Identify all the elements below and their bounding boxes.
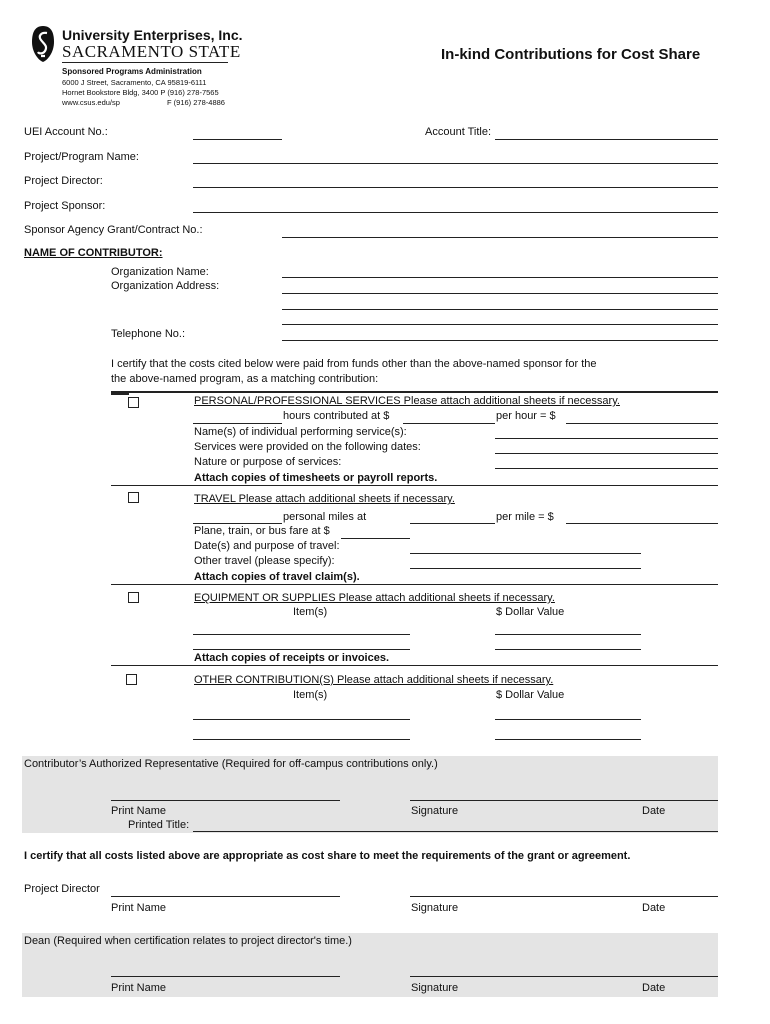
project-sponsor-label: Project Sponsor: [24, 200, 106, 212]
certify-line-1: I certify that the costs cited below were paid from funds other than the above-named sponsor for the [111, 358, 597, 370]
project-director-field[interactable] [193, 187, 718, 188]
website: www.csus.edu/sp [62, 98, 120, 107]
travel-checkbox[interactable] [128, 492, 139, 503]
personal-services-heading: PERSONAL/PROFESSIONAL SERVICES Please attach additional sheets if necessary. [194, 395, 620, 407]
fax: F (916) 278-4886 [167, 98, 225, 107]
travel-claim-note: Attach copies of travel claim(s). [194, 571, 360, 583]
uei-account-label: UEI Account No.: [24, 126, 108, 138]
names-label: Name(s) of individual performing service(s): [194, 426, 407, 438]
travel-dates-field[interactable] [410, 553, 641, 554]
director-print-name-field[interactable] [111, 896, 340, 897]
org-name-field[interactable] [282, 277, 718, 278]
dean-print-name-label: Print Name [111, 982, 167, 994]
other-dollar-label: $ Dollar Value [496, 689, 565, 701]
travel-total-field[interactable] [566, 523, 718, 524]
equipment-value-field-2[interactable] [495, 649, 641, 650]
section-divider [111, 391, 718, 393]
project-sponsor-field[interactable] [193, 212, 718, 213]
other-item-field-1[interactable] [193, 719, 410, 720]
org-address-label: Organization Address: [111, 280, 220, 292]
director-signature-label: Signature [411, 902, 459, 914]
per-mile-label: per mile = $ [496, 511, 554, 523]
service-dates-label: Services were provided on the following dates: [194, 441, 421, 453]
sac-state-logo-icon [28, 24, 58, 64]
nature-field[interactable] [495, 468, 718, 469]
section-divider [111, 485, 718, 486]
nature-label: Nature or purpose of services: [194, 456, 342, 468]
telephone-field[interactable] [282, 340, 718, 341]
director-print-name-label: Print Name [111, 902, 167, 914]
other-value-field-2[interactable] [495, 739, 641, 740]
divider-tick [111, 393, 129, 395]
travel-heading: TRAVEL Please attach additional sheets if necessary. [194, 493, 455, 505]
telephone-label: Telephone No.: [111, 328, 185, 340]
org-name-label: Organization Name: [111, 266, 209, 278]
section-divider [111, 665, 718, 666]
dean-signature-field[interactable] [410, 976, 718, 977]
per-hour-label: per hour = $ [496, 410, 556, 422]
project-director-label: Project Director: [24, 175, 103, 187]
other-travel-label: Other travel (please specify): [194, 555, 335, 567]
uei-account-field[interactable] [193, 139, 282, 140]
certify-line-2: the above-named program, as a matching contribution: [111, 373, 379, 385]
rep-date-label: Date [642, 805, 666, 817]
sponsor-grant-field[interactable] [282, 237, 718, 238]
project-name-label: Project/Program Name: [24, 151, 139, 163]
org-address-field-2[interactable] [282, 309, 718, 310]
equipment-item-field-2[interactable] [193, 649, 410, 650]
equipment-dollar-label: $ Dollar Value [496, 606, 565, 618]
org-name: University Enterprises, Inc. [62, 27, 243, 43]
personal-services-checkbox[interactable] [128, 397, 139, 408]
dean-date-label: Date [642, 982, 666, 994]
personal-total-field[interactable] [566, 423, 718, 424]
other-contribution-heading: OTHER CONTRIBUTION(S) Please attach additional sheets if necessary. [194, 674, 554, 686]
equipment-checkbox[interactable] [128, 592, 139, 603]
equipment-heading: EQUIPMENT OR SUPPLIES Please attach additional sheets if necessary. [194, 592, 555, 604]
fare-label: Plane, train, or bus fare at $ [194, 525, 330, 537]
miles-field[interactable] [193, 523, 282, 524]
address-line-2: Hornet Bookstore Bldg, 3400 P (916) 278-7565 [62, 88, 219, 97]
timesheets-note: Attach copies of timesheets or payroll reports. [194, 472, 438, 484]
fare-field[interactable] [341, 538, 410, 539]
printed-title-field[interactable] [193, 831, 718, 832]
rep-print-name-label: Print Name [111, 805, 167, 817]
account-title-label: Account Title: [425, 126, 492, 138]
org-address-field-3[interactable] [282, 324, 718, 325]
printed-title-label: Printed Title: [128, 819, 190, 831]
equipment-item-field-1[interactable] [193, 634, 410, 635]
miles-label: personal miles at [283, 511, 367, 523]
office-name: Sponsored Programs Administration [62, 67, 202, 76]
other-value-field-1[interactable] [495, 719, 641, 720]
address-line-1: 6000 J Street, Sacramento, CA 95819-6111 [62, 78, 207, 87]
project-name-field[interactable] [193, 163, 718, 164]
rep-print-name-field[interactable] [111, 800, 340, 801]
rep-signature-label: Signature [411, 805, 459, 817]
director-date-label: Date [642, 902, 666, 914]
director-label: Project Director [24, 883, 100, 895]
contributor-heading: NAME OF CONTRIBUTOR: [24, 247, 163, 259]
hourly-rate-field[interactable] [403, 423, 495, 424]
sponsor-grant-label: Sponsor Agency Grant/Contract No.: [24, 224, 203, 236]
account-title-field[interactable] [495, 139, 718, 140]
hours-label: hours contributed at $ [283, 410, 390, 422]
equipment-value-field-1[interactable] [495, 634, 641, 635]
other-item-field-2[interactable] [193, 739, 410, 740]
rep-signature-field[interactable] [410, 800, 718, 801]
form-title: In-kind Contributions for Cost Share [441, 46, 701, 63]
org-address-field-1[interactable] [282, 293, 718, 294]
mileage-rate-field[interactable] [410, 523, 495, 524]
names-field[interactable] [495, 438, 718, 439]
dean-label: Dean (Required when certification relates to project director's time.) [24, 935, 352, 947]
director-signature-field[interactable] [410, 896, 718, 897]
dean-signature-label: Signature [411, 982, 459, 994]
service-dates-field[interactable] [495, 453, 718, 454]
travel-dates-label: Date(s) and purpose of travel: [194, 540, 340, 552]
certify-all-statement: I certify that all costs listed above are appropriate as cost share to meet the requirements of the grant or agreement. [24, 850, 631, 862]
university-name: SACRAMENTO STATE [62, 42, 241, 61]
dean-print-name-field[interactable] [111, 976, 340, 977]
other-items-label: Item(s) [293, 689, 328, 701]
rep-label: Contributor’s Authorized Representative (Required for off-campus contributions only.) [24, 758, 438, 770]
receipts-note: Attach copies of receipts or invoices. [194, 652, 390, 664]
equipment-items-label: Item(s) [293, 606, 328, 618]
hours-field[interactable] [193, 423, 282, 424]
other-contribution-checkbox[interactable] [126, 674, 137, 685]
other-travel-field[interactable] [410, 568, 641, 569]
section-divider [111, 584, 718, 585]
